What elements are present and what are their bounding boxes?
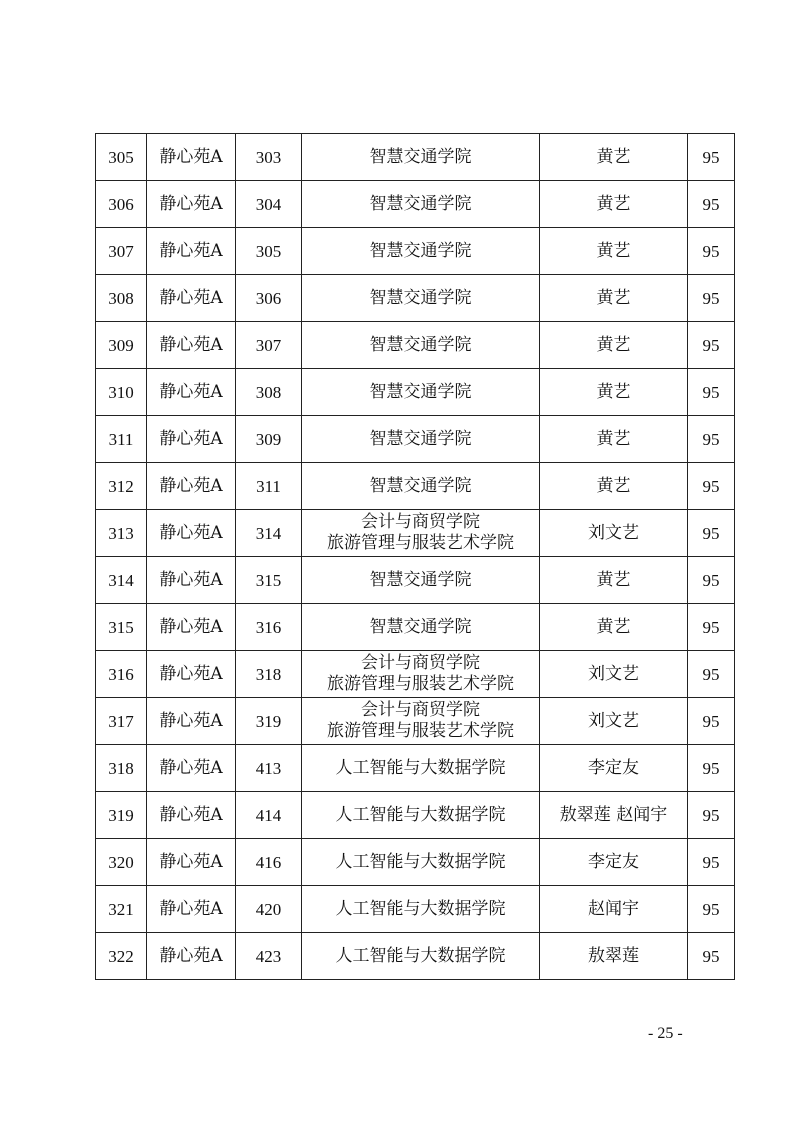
room-number-cell: 319 <box>236 698 302 745</box>
room-number-cell: 318 <box>236 651 302 698</box>
score-cell: 95 <box>688 886 735 933</box>
building-cell: 静心苑A <box>147 792 236 839</box>
college-line: 智慧交通学院 <box>369 616 472 637</box>
score-cell: 95 <box>688 604 735 651</box>
score-cell: 95 <box>688 181 735 228</box>
table-body <box>96 134 735 980</box>
college-cell <box>302 651 540 698</box>
college-cell <box>302 557 540 604</box>
room-number-cell: 416 <box>236 839 302 886</box>
score-cell: 95 <box>688 228 735 275</box>
counselor-cell: 敖翠莲 赵闻宇 <box>540 792 688 839</box>
score-cell: 95 <box>688 698 735 745</box>
table-row <box>96 416 735 463</box>
counselor-cell: 黄艺 <box>540 134 688 181</box>
counselor-cell: 刘文艺 <box>540 651 688 698</box>
row-number-cell: 315 <box>96 604 147 651</box>
counselor-cell: 黄艺 <box>540 416 688 463</box>
building-cell: 静心苑A <box>147 651 236 698</box>
counselor-cell: 黄艺 <box>540 463 688 510</box>
building-cell: 静心苑A <box>147 134 236 181</box>
college-line: 智慧交通学院 <box>369 569 472 590</box>
counselor-cell: 黄艺 <box>540 275 688 322</box>
counselor-cell: 李定友 <box>540 745 688 792</box>
room-number-cell: 303 <box>236 134 302 181</box>
table-row <box>96 933 735 980</box>
row-number-cell: 307 <box>96 228 147 275</box>
score-cell: 95 <box>688 745 735 792</box>
college-cell <box>302 886 540 933</box>
row-number-cell: 316 <box>96 651 147 698</box>
row-number-cell: 318 <box>96 745 147 792</box>
building-cell: 静心苑A <box>147 369 236 416</box>
college-line: 智慧交通学院 <box>369 146 472 167</box>
counselor-cell: 黄艺 <box>540 322 688 369</box>
score-cell: 95 <box>688 416 735 463</box>
building-cell: 静心苑A <box>147 745 236 792</box>
table-row <box>96 792 735 839</box>
table-row <box>96 134 735 181</box>
table-row <box>96 463 735 510</box>
counselor-cell: 黄艺 <box>540 228 688 275</box>
table-row <box>96 651 735 698</box>
college-line: 人工智能与大数据学院 <box>335 851 506 872</box>
college-line: 旅游管理与服装艺术学院 <box>327 721 514 741</box>
college-line: 人工智能与大数据学院 <box>335 945 506 966</box>
room-number-cell: 306 <box>236 275 302 322</box>
row-number-cell: 309 <box>96 322 147 369</box>
room-number-cell: 315 <box>236 557 302 604</box>
college-line: 智慧交通学院 <box>369 475 472 496</box>
counselor-cell: 刘文艺 <box>540 698 688 745</box>
room-number-cell: 423 <box>236 933 302 980</box>
counselor-cell: 赵闻宇 <box>540 886 688 933</box>
college-cell <box>302 792 540 839</box>
college-line: 智慧交通学院 <box>369 287 472 308</box>
table-row <box>96 886 735 933</box>
row-number-cell: 314 <box>96 557 147 604</box>
counselor-cell: 黄艺 <box>540 604 688 651</box>
room-number-cell: 308 <box>236 369 302 416</box>
college-cell <box>302 745 540 792</box>
college-line: 智慧交通学院 <box>369 193 472 214</box>
building-cell: 静心苑A <box>147 510 236 557</box>
college-cell <box>302 510 540 557</box>
score-cell: 95 <box>688 463 735 510</box>
counselor-cell: 李定友 <box>540 839 688 886</box>
college-line: 旅游管理与服装艺术学院 <box>327 533 514 553</box>
score-cell: 95 <box>688 510 735 557</box>
college-line: 会计与商贸学院 <box>361 653 480 673</box>
room-number-cell: 314 <box>236 510 302 557</box>
room-number-cell: 307 <box>236 322 302 369</box>
score-cell: 95 <box>688 651 735 698</box>
building-cell: 静心苑A <box>147 557 236 604</box>
college-line: 智慧交通学院 <box>369 334 472 355</box>
college-cell <box>302 369 540 416</box>
row-number-cell: 321 <box>96 886 147 933</box>
dormitory-table <box>95 133 735 980</box>
score-cell: 95 <box>688 275 735 322</box>
score-cell: 95 <box>688 839 735 886</box>
counselor-cell: 黄艺 <box>540 181 688 228</box>
table-row <box>96 369 735 416</box>
table-row <box>96 510 735 557</box>
score-cell: 95 <box>688 134 735 181</box>
table-row <box>96 604 735 651</box>
counselor-cell: 敖翠莲 <box>540 933 688 980</box>
building-cell: 静心苑A <box>147 228 236 275</box>
table-row <box>96 839 735 886</box>
building-cell: 静心苑A <box>147 698 236 745</box>
college-cell <box>302 322 540 369</box>
college-cell <box>302 181 540 228</box>
row-number-cell: 317 <box>96 698 147 745</box>
building-cell: 静心苑A <box>147 416 236 463</box>
building-cell: 静心苑A <box>147 886 236 933</box>
table-row <box>96 228 735 275</box>
college-cell <box>302 416 540 463</box>
college-cell <box>302 463 540 510</box>
college-line: 人工智能与大数据学院 <box>335 898 506 919</box>
room-number-cell: 311 <box>236 463 302 510</box>
college-cell <box>302 228 540 275</box>
room-number-cell: 414 <box>236 792 302 839</box>
table-row <box>96 698 735 745</box>
room-number-cell: 304 <box>236 181 302 228</box>
row-number-cell: 306 <box>96 181 147 228</box>
row-number-cell: 310 <box>96 369 147 416</box>
table-row <box>96 557 735 604</box>
score-cell: 95 <box>688 322 735 369</box>
college-line: 旅游管理与服装艺术学院 <box>327 674 514 694</box>
college-line: 智慧交通学院 <box>369 428 472 449</box>
college-cell <box>302 698 540 745</box>
page-number: - 25 - <box>648 1025 683 1042</box>
college-line: 人工智能与大数据学院 <box>335 757 506 778</box>
room-number-cell: 316 <box>236 604 302 651</box>
table-row <box>96 322 735 369</box>
table-row <box>96 275 735 322</box>
building-cell: 静心苑A <box>147 322 236 369</box>
college-cell <box>302 275 540 322</box>
college-cell <box>302 604 540 651</box>
college-line: 人工智能与大数据学院 <box>335 804 506 825</box>
room-number-cell: 420 <box>236 886 302 933</box>
counselor-cell: 刘文艺 <box>540 510 688 557</box>
table-row <box>96 745 735 792</box>
college-line: 智慧交通学院 <box>369 240 472 261</box>
row-number-cell: 313 <box>96 510 147 557</box>
college-line: 智慧交通学院 <box>369 381 472 402</box>
counselor-cell: 黄艺 <box>540 557 688 604</box>
building-cell: 静心苑A <box>147 463 236 510</box>
row-number-cell: 319 <box>96 792 147 839</box>
building-cell: 静心苑A <box>147 604 236 651</box>
score-cell: 95 <box>688 792 735 839</box>
room-number-cell: 305 <box>236 228 302 275</box>
row-number-cell: 322 <box>96 933 147 980</box>
row-number-cell: 305 <box>96 134 147 181</box>
building-cell: 静心苑A <box>147 181 236 228</box>
building-cell: 静心苑A <box>147 933 236 980</box>
room-number-cell: 309 <box>236 416 302 463</box>
college-line: 会计与商贸学院 <box>361 512 480 532</box>
building-cell: 静心苑A <box>147 839 236 886</box>
college-cell <box>302 134 540 181</box>
college-cell <box>302 839 540 886</box>
counselor-cell: 黄艺 <box>540 369 688 416</box>
row-number-cell: 320 <box>96 839 147 886</box>
college-line: 会计与商贸学院 <box>361 700 480 720</box>
table-row <box>96 181 735 228</box>
college-cell <box>302 933 540 980</box>
score-cell: 95 <box>688 557 735 604</box>
row-number-cell: 308 <box>96 275 147 322</box>
room-number-cell: 413 <box>236 745 302 792</box>
row-number-cell: 312 <box>96 463 147 510</box>
row-number-cell: 311 <box>96 416 147 463</box>
score-cell: 95 <box>688 369 735 416</box>
score-cell: 95 <box>688 933 735 980</box>
building-cell: 静心苑A <box>147 275 236 322</box>
